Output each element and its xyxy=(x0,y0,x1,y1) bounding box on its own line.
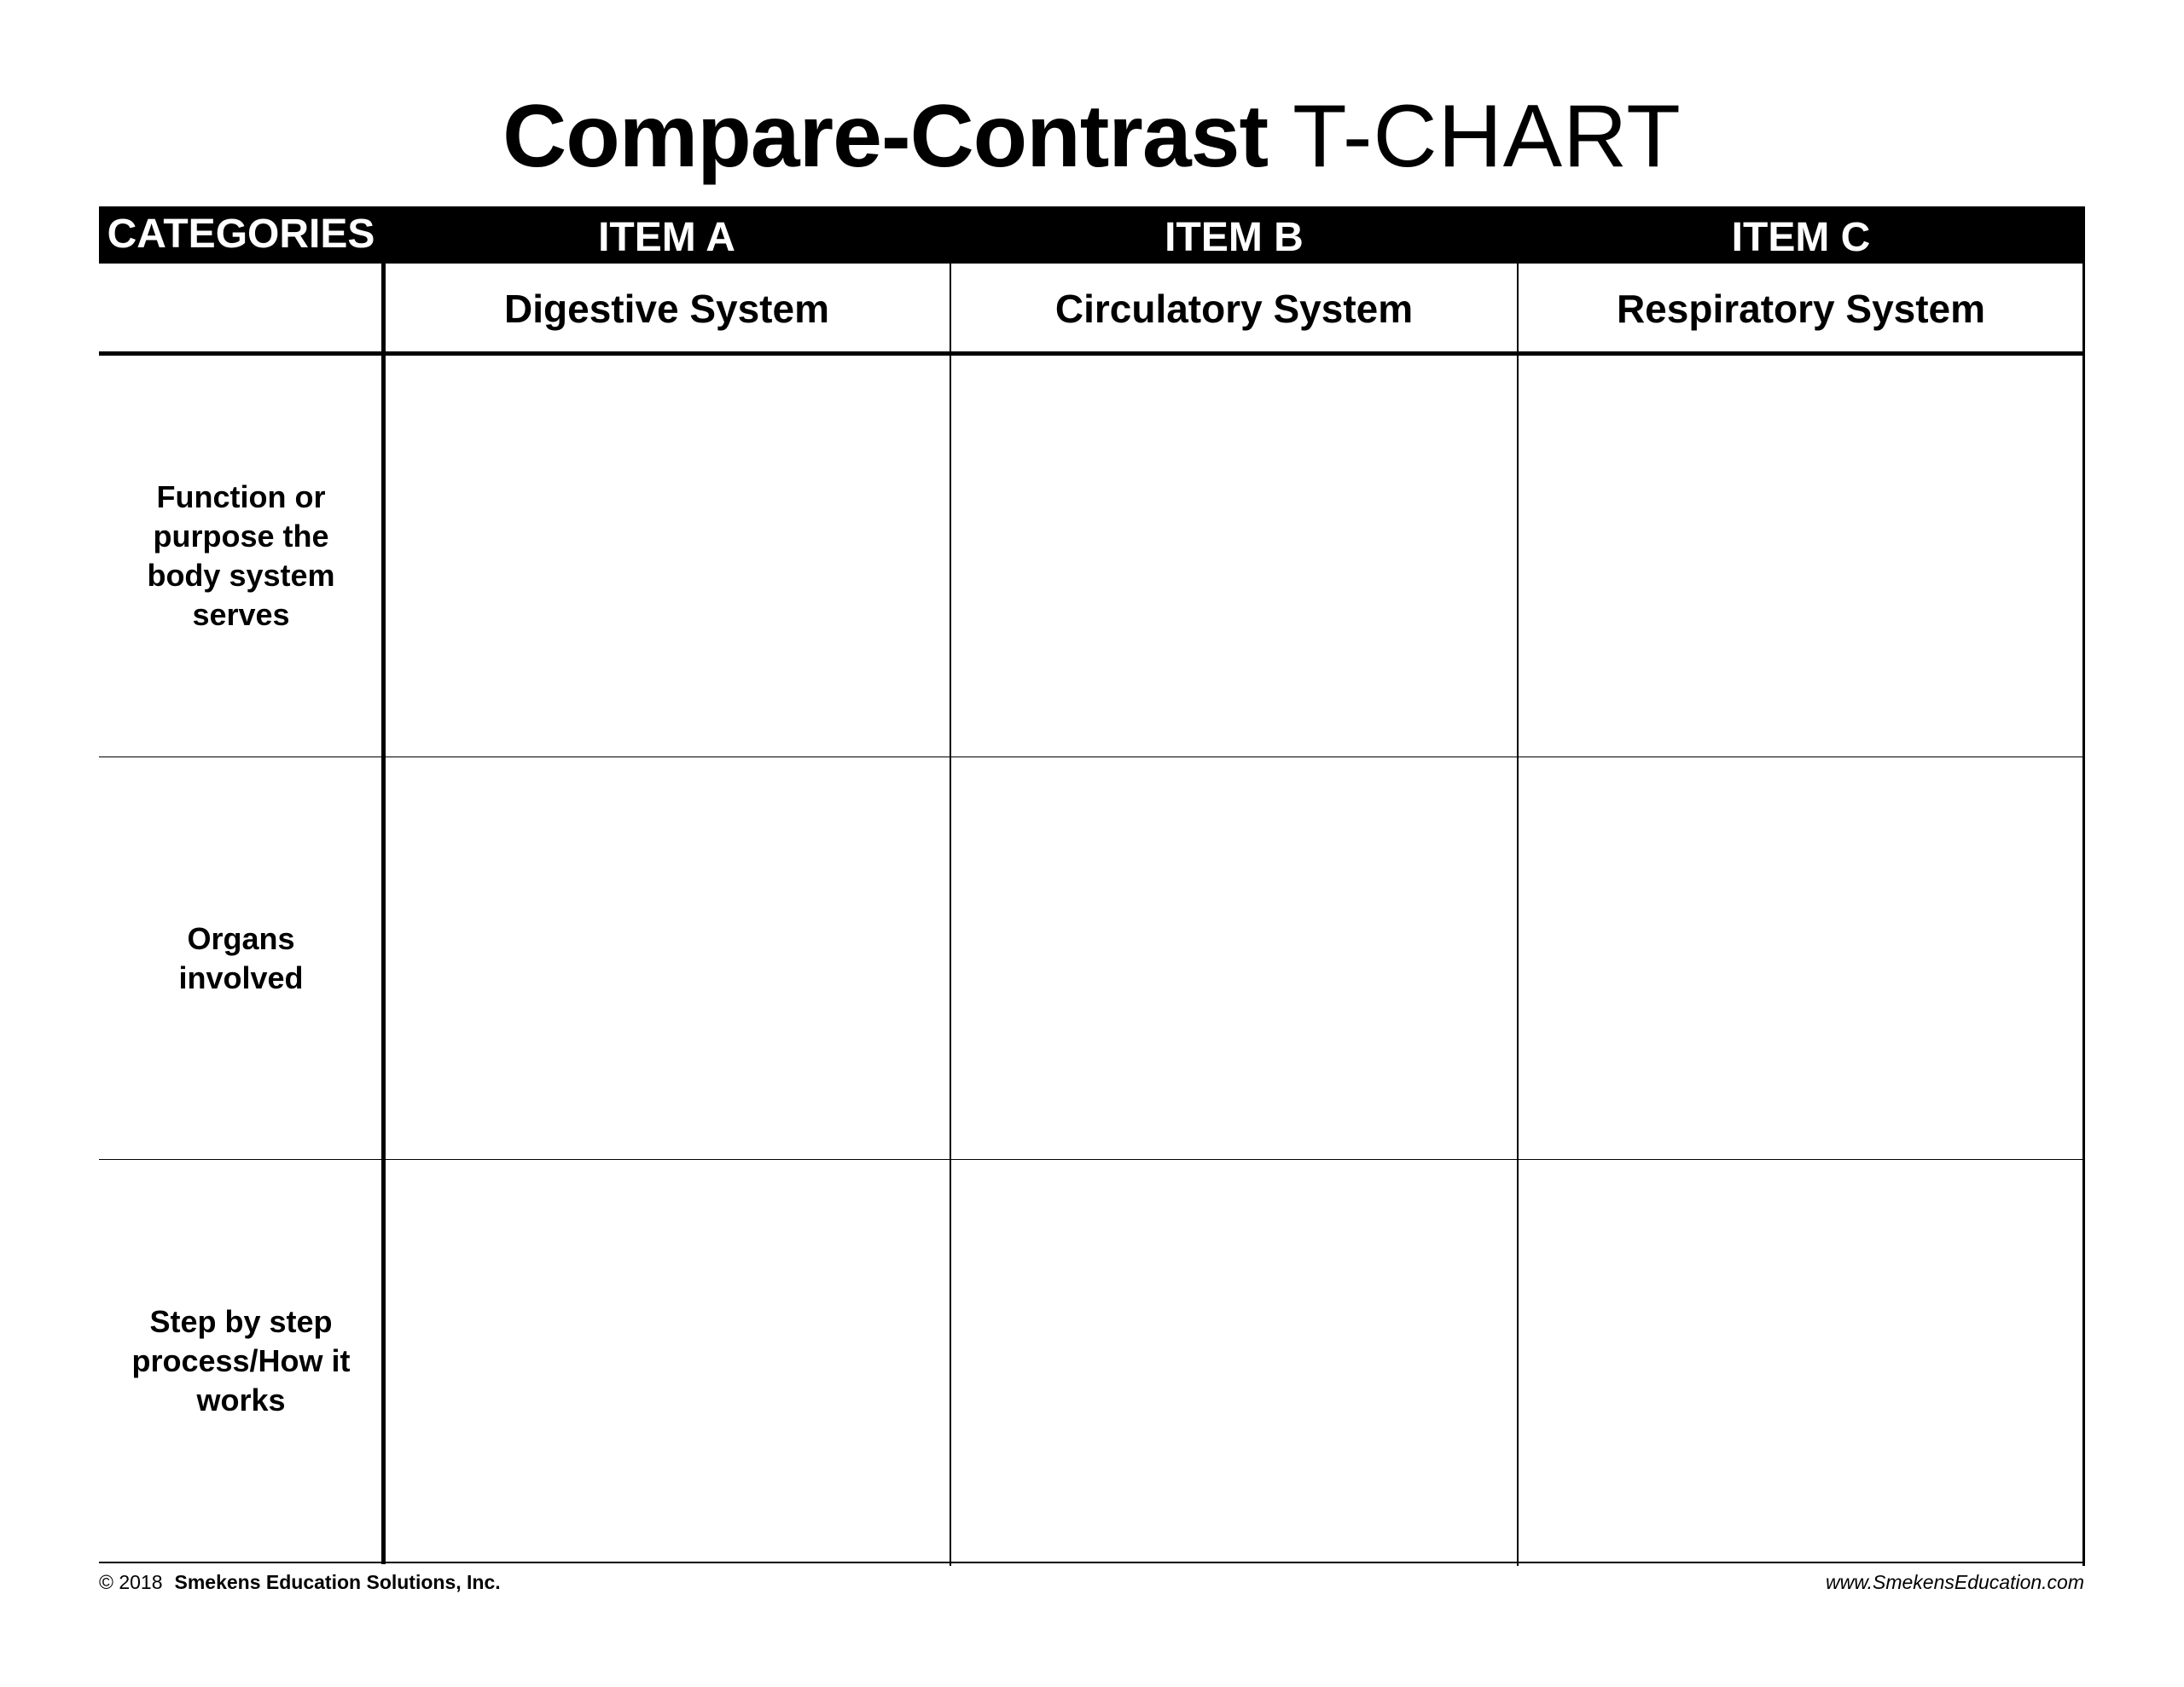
category-function: Function or purpose the body system serves xyxy=(147,479,335,632)
item-a-header: ITEM A xyxy=(598,215,735,260)
categories-header: CATEGORIES xyxy=(107,212,375,257)
company-name: Smekens Education Solutions, Inc. xyxy=(174,1571,501,1593)
cell-b-function[interactable] xyxy=(951,356,1517,757)
cell-a-function[interactable] xyxy=(386,356,950,757)
cell-c-function[interactable] xyxy=(1519,356,2082,757)
item-c-header: ITEM C xyxy=(1731,215,1871,260)
copyright-year: © 2018 xyxy=(99,1571,163,1593)
footer-website: www.SmekensEducation.com xyxy=(1826,1571,2084,1593)
title-bold: Compare-Contrast xyxy=(502,87,1269,186)
item-b-header: ITEM B xyxy=(1165,215,1304,260)
title-light: T-CHART xyxy=(1292,87,1682,186)
page-title xyxy=(0,81,2184,192)
cell-a-process[interactable] xyxy=(386,1160,950,1562)
table-bottom-border xyxy=(99,1562,2085,1563)
cell-c-process[interactable] xyxy=(1519,1160,2082,1562)
cell-b-process[interactable] xyxy=(951,1160,1517,1562)
item-a-subject: Digestive System xyxy=(504,287,829,331)
cell-c-organs[interactable] xyxy=(1519,757,2082,1159)
item-c-subject: Respiratory System xyxy=(1616,287,1986,331)
table-right-border xyxy=(2082,206,2085,1566)
footer-copyright xyxy=(99,1571,501,1594)
cell-b-organs[interactable] xyxy=(951,757,1517,1159)
cell-a-organs[interactable] xyxy=(386,757,950,1159)
category-organs: Organs involved xyxy=(178,920,304,995)
category-process: Step by step process/How it works xyxy=(131,1303,351,1417)
item-b-subject: Circulatory System xyxy=(1054,287,1414,331)
